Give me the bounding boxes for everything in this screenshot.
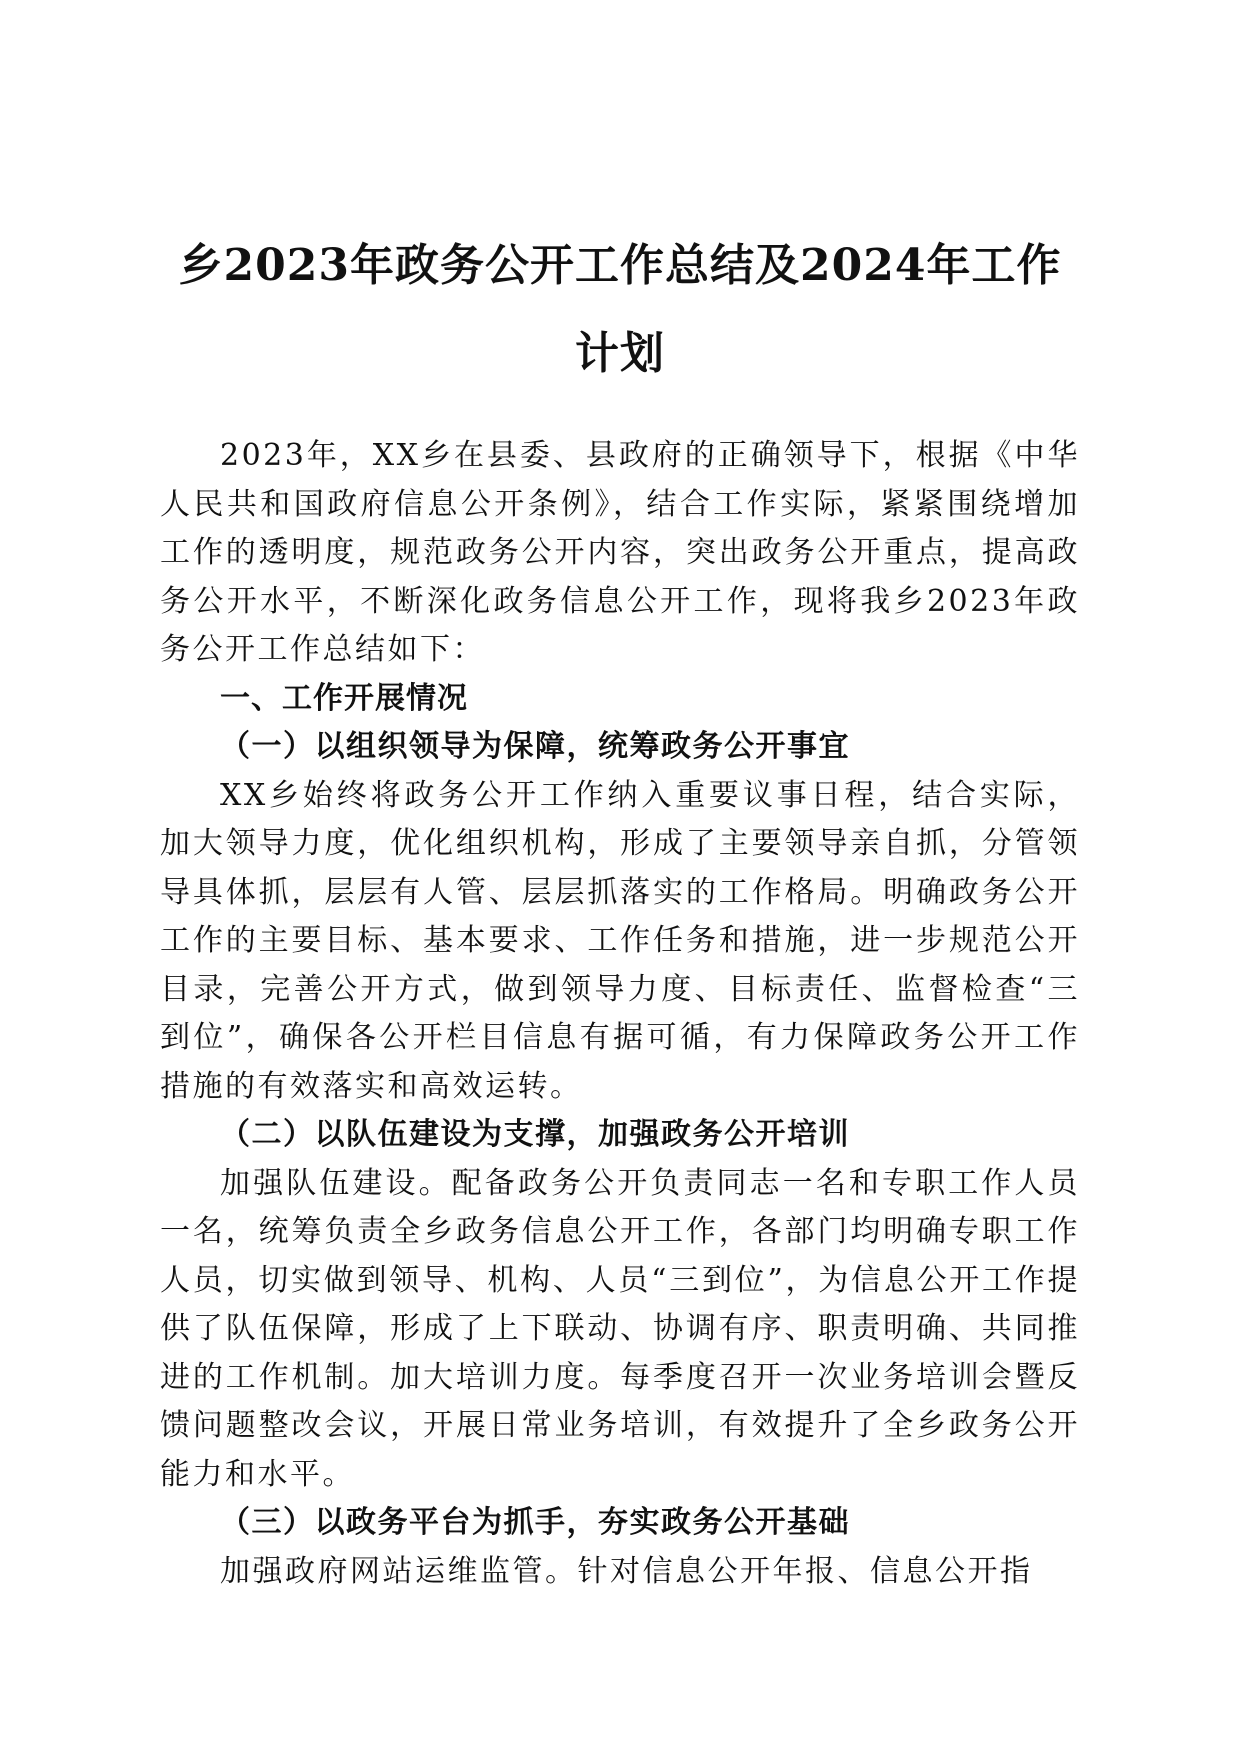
subsection-body-3: 加强政府网站运维监管。针对信息公开年报、信息公开指 (220, 1553, 1033, 1589)
intro-paragraph: 2023年，XX乡在县委、县政府的正确领导下，根据《中华人民共和国政府信息公开条例》，结合工作实际，紧紧围绕增加工作的透明度，规范政务公开内容，突出政务公开重点，提高政务公开水平，不断深化政务信息公开工作，现将我乡2023年政务公开工作总结如下： (160, 438, 1080, 667)
document-title: 乡2023年政务公开工作总结及2024年工作计划 (178, 240, 1062, 379)
subsection-heading-3: （三）以政务平台为抓手，夯实政务公开基础 (220, 1505, 850, 1540)
section-heading-1: 一、工作开展情况 (220, 680, 468, 716)
document-page (160, 222, 1080, 1596)
subsection-heading-2: （二）以队伍建设为支撑，加强政务公开培训 (220, 1117, 850, 1152)
subsection-body-1: XX乡始终将政务公开工作纳入重要议事日程，结合实际，加大领导力度，优化组织机构，形成了主要领导亲自抓，分管领导具体抓，层层有人管、层层抓落实的工作格局。明确政务公开工作的主要目标、基本要求、工作任务和措施，进一步规范公开目录，完善公开方式，做到领导力度、目标责任、监督检查“三到位”，确保各公开栏目信息有据可循，有力保障政务公开工作措施的有效落实和高效运转。 (160, 777, 1080, 1104)
subsection-body-2: 加强队伍建设。配备政务公开负责同志一名和专职工作人员一名，统筹负责全乡政务信息公开工作，各部门均明确专职工作人员，切实做到领导、机构、人员“三到位”，为信息公开工作提供了队伍保障，形成了上下联动、协调有序、职责明确、共同推进的工作机制。加大培训力度。每季度召开一次业务培训会暨反馈问题整改会议，开展日常业务培训，有效提升了全乡政务公开能力和水平。 (160, 1165, 1080, 1492)
subsection-heading-1: （一）以组织领导为保障，统筹政务公开事宜 (220, 729, 850, 764)
